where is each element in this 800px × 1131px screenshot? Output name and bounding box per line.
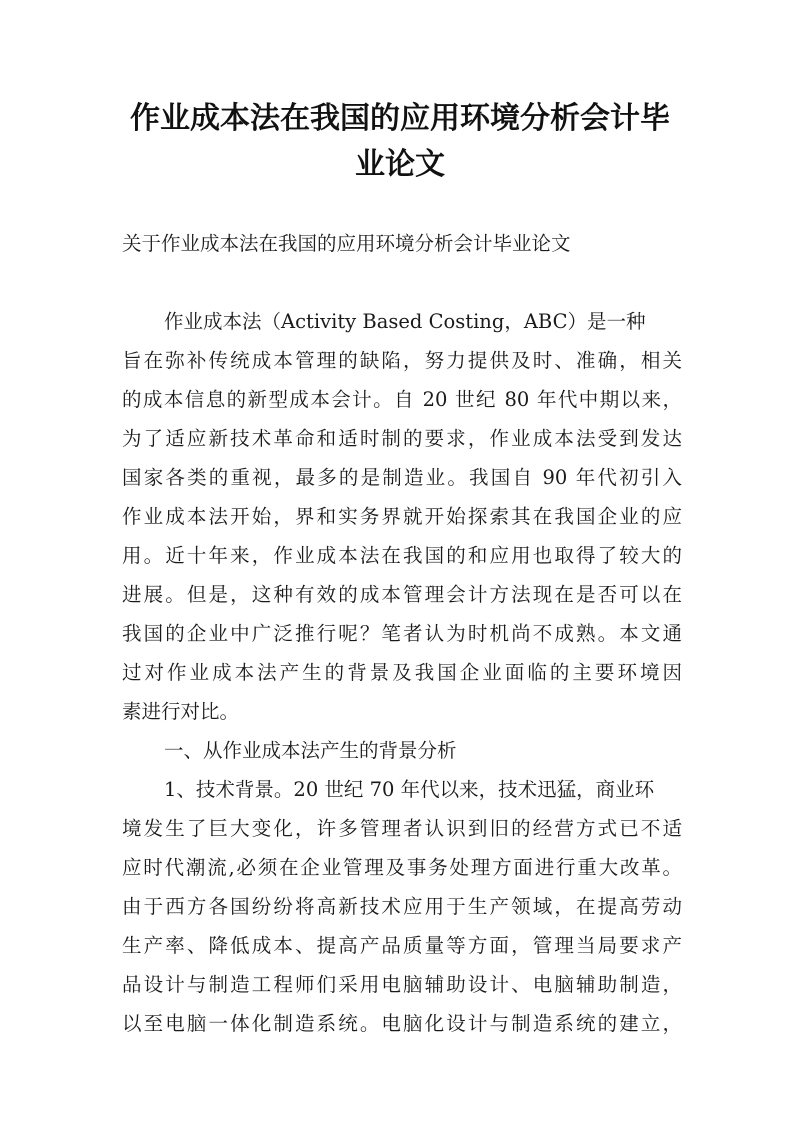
body-line: 的成本信息的新型成本会计。自 20 世纪 80 年代中期以来， (122, 388, 682, 411)
body-line: 作业成本法开始，界和实务界就开始探索其在我国企业的应 (122, 505, 682, 528)
body-line: 过对作业成本法产生的背景及我国企业面临的主要环境因 (122, 661, 682, 684)
title-line-2: 业论文 (355, 147, 445, 182)
body-line: 我国的企业中广泛推行呢？笔者认为时机尚不成熟。本文通 (122, 622, 682, 645)
document-body (122, 302, 682, 1043)
body-line: 由于西方各国纷纷将高新技术应用于生产领域，在提高劳动 (122, 895, 682, 918)
body-line: 生产率、降低成本、提高产品质量等方面，管理当局要求产 (122, 934, 682, 957)
body-line: 品设计与制造工程师们采用电脑辅助设计、电脑辅助制造， (122, 973, 682, 996)
body-line: 作业成本法（Activity Based Costing，ABC）是一种 (164, 310, 646, 333)
body-line: 国家各类的重视，最多的是制造业。我国自 90 年代初引入 (122, 466, 682, 489)
body-line: 用。近十年来，作业成本法在我国的和应用也取得了较大的 (122, 544, 682, 567)
document-subtitle: 关于作业成本法在我国的应用环境分析会计毕业论文 (122, 232, 571, 255)
body-line: 为了适应新技术革命和适时制的要求，作业成本法受到发达 (122, 427, 682, 450)
body-line: 以至电脑一体化制造系统。电脑化设计与制造系统的建立， (122, 1012, 682, 1035)
body-line: 境发生了巨大变化，许多管理者认识到旧的经营方式已不适 (122, 817, 682, 840)
body-line: 应时代潮流,必须在企业管理及事务处理方面进行重大改革。 (122, 856, 682, 879)
body-line: 1、技术背景。20 世纪 70 年代以来，技术迅猛，商业环 (164, 778, 655, 801)
body-line: 进展。但是，这种有效的成本管理会计方法现在是否可以在 (122, 583, 682, 606)
section-heading: 一、从作业成本法产生的背景分析 (164, 739, 457, 762)
document-title (100, 96, 700, 188)
body-line: 旨在弥补传统成本管理的缺陷，努力提供及时、准确，相关 (122, 349, 682, 372)
body-line: 素进行对比。 (122, 700, 240, 723)
title-line-1: 作业成本法在我国的应用环境分析会计毕 (130, 101, 670, 136)
